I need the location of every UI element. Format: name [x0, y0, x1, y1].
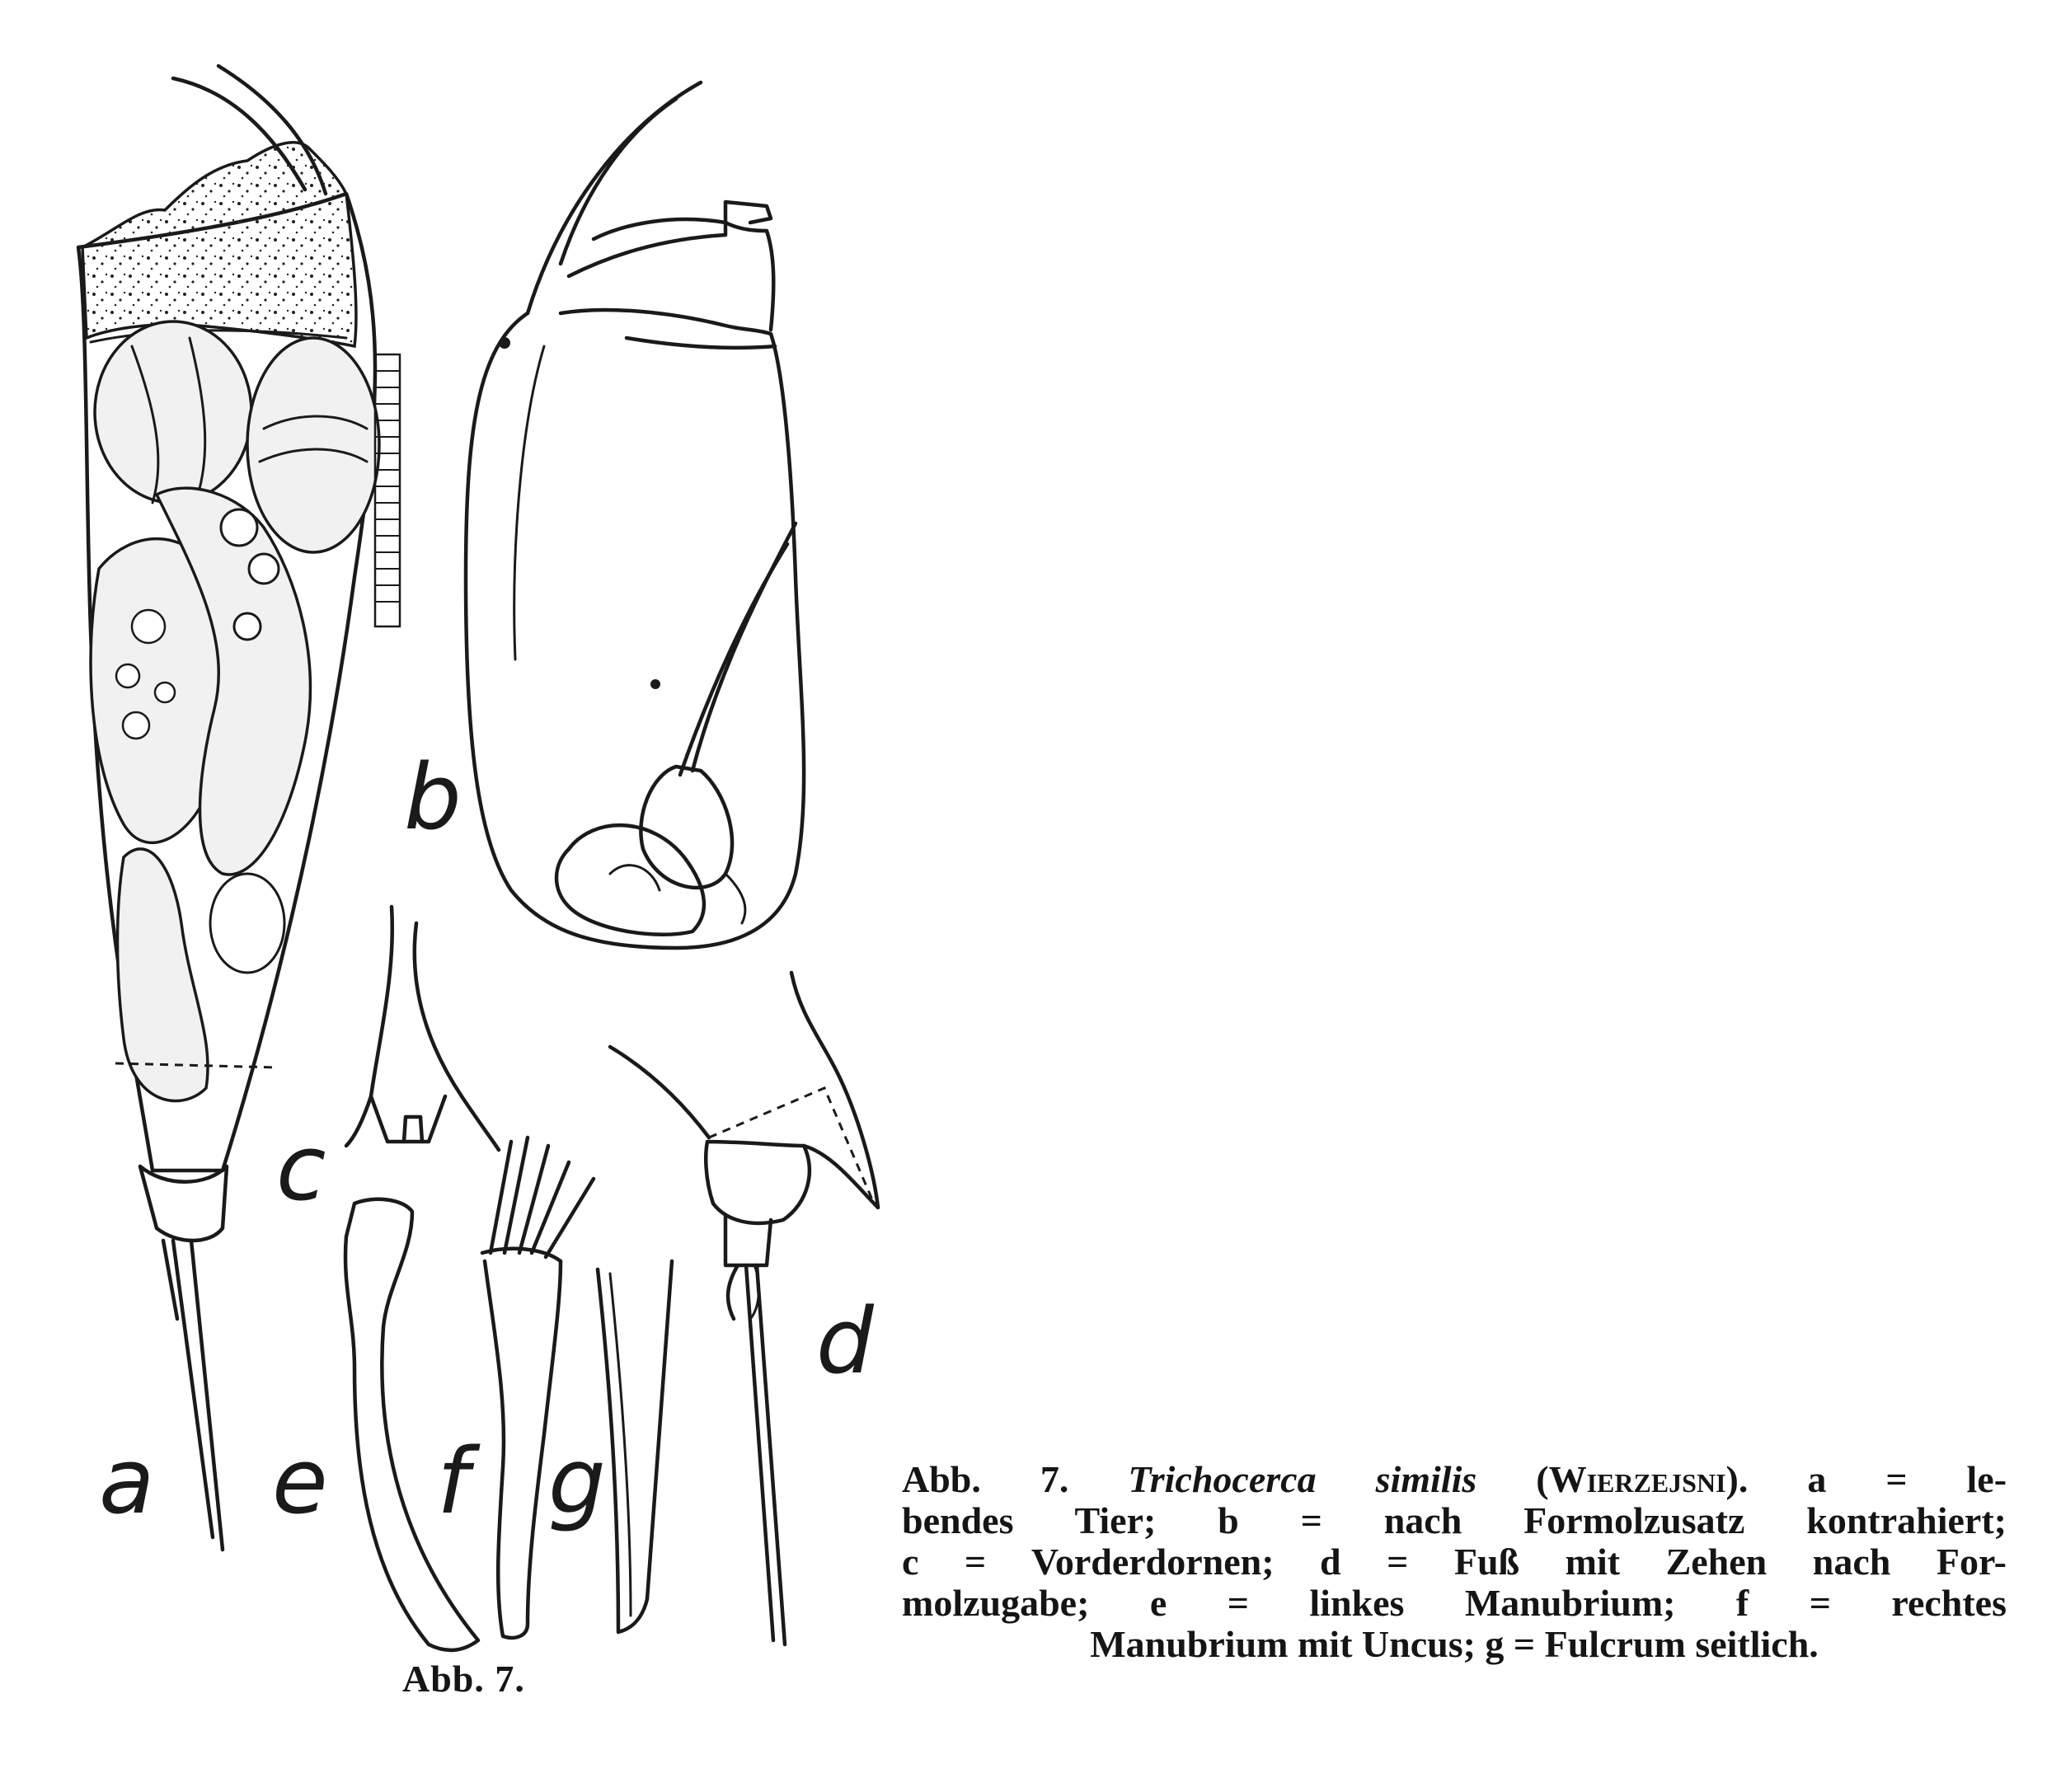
drawing-g-fulcrum [598, 1261, 672, 1632]
label-d: d [816, 1288, 874, 1394]
label-b: b [404, 744, 462, 850]
caption-species: Trichocerca similis [1128, 1458, 1477, 1500]
caption-line-1-end: a = le- [1807, 1458, 2007, 1500]
label-g: g [548, 1428, 606, 1534]
caption-line-2: bendes Tier; b = nach Formolzusatz kontrahiert; [902, 1499, 2007, 1541]
label-c: c [276, 1115, 326, 1221]
drawing-f-right-manubrium [482, 1138, 594, 1638]
label-f: f [437, 1428, 469, 1534]
caption-line-3: c = Vorderdornen; d = Fuß mit Zehen nach For- [902, 1541, 2007, 1583]
caption-line-1 [902, 1459, 2007, 1500]
caption-line-4: molzugabe; e = linkes Manubrium; f = rechtes [902, 1582, 2007, 1624]
drawing-c-anterior-spines [346, 907, 499, 1150]
caption-figure-number: Abb. 7. [902, 1458, 1069, 1500]
plate-label: Abb. 7. [402, 1658, 525, 1700]
drawing-e-left-manubrium [345, 1199, 478, 1650]
caption-author: (Wierzejsni). [1536, 1458, 1749, 1500]
label-e: e [272, 1428, 328, 1534]
figure-caption [902, 1459, 2007, 1665]
caption-line-5: Manubrium mit Uncus; g = Fulcrum seitlich. [1090, 1623, 1819, 1665]
drawing-b-contracted [466, 82, 804, 948]
label-a: a [99, 1428, 155, 1534]
